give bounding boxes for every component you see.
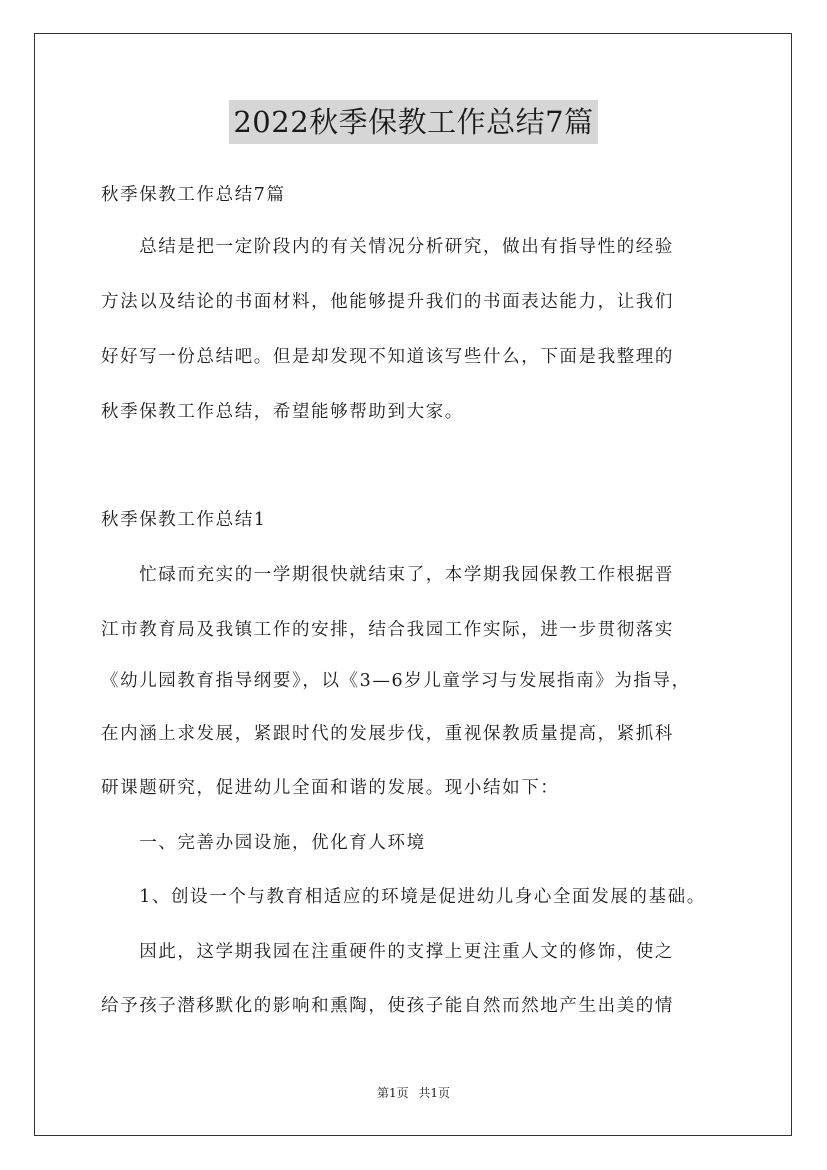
page-number: 第1页	[376, 1086, 409, 1100]
paragraph-line: 给予孩子潜移默化的影响和熏陶，使孩子能自然而然地产生出美的情	[101, 996, 674, 1016]
paragraph-line: 好好写一份总结吧。但是却发现不知道该写些什么，下面是我整理的	[101, 347, 674, 367]
paragraph-line: 在内涵上求发展，紧跟时代的发展步伐，重视保教质量提高，紧抓科	[101, 724, 674, 744]
subsection-heading: 一、完善办园设施，优化育人环境	[101, 833, 426, 853]
section-heading: 秋季保教工作总结1	[101, 510, 267, 530]
title-container	[0, 100, 827, 144]
paragraph-line: 方法以及结论的书面材料，他能够提升我们的书面表达能力，让我们	[101, 292, 674, 312]
paragraph-line: 忙碌而充实的一学期很快就结束了，本学期我园保教工作根据晋	[101, 565, 674, 585]
paragraph-line: 研课题研究，促进幼儿全面和谐的发展。现小结如下：	[101, 778, 560, 798]
paragraph-line: 总结是把一定阶段内的有关情况分析研究，做出有指导性的经验	[101, 237, 674, 257]
document-title: 2022秋季保教工作总结7篇	[229, 100, 597, 144]
subtitle-line: 秋季保教工作总结7篇	[101, 185, 286, 205]
paragraph-line: 《幼儿园教育指导纲要》，以《3—6岁儿童学习与发展指南》为指导，	[101, 671, 691, 691]
paragraph-line: 秋季保教工作总结，希望能够帮助到大家。	[101, 402, 464, 422]
page-footer	[0, 1084, 827, 1101]
paragraph-line: 因此，这学期我园在注重硬件的支撑上更注重人文的修饰，使之	[101, 942, 674, 962]
page-total: 共1页	[418, 1086, 451, 1100]
paragraph-line: 1、创设一个与教育相适应的环境是促进幼儿身心全面发展的基础。	[101, 887, 706, 907]
paragraph-line: 江市教育局及我镇工作的安排，结合我园工作实际，进一步贯彻落实	[101, 620, 674, 640]
